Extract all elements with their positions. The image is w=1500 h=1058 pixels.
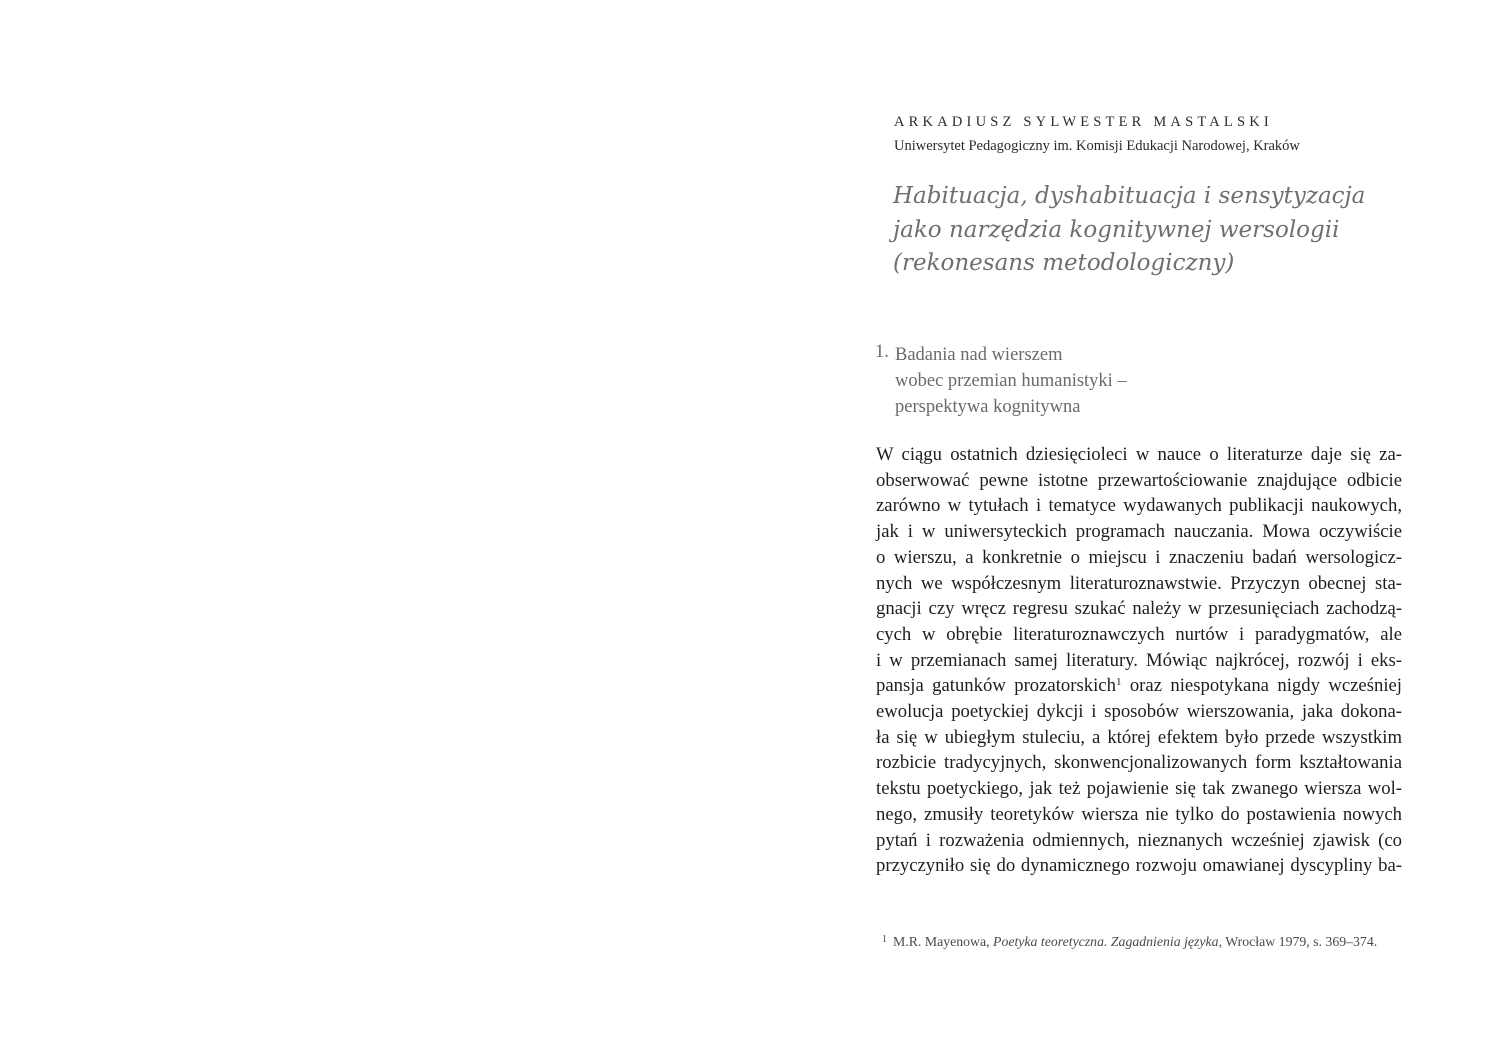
body-line: o wierszu, a konkretnie o miejscu i znaczeniu badań wersologicz- [876, 546, 1402, 568]
body-line: gnacji czy wręcz regresu szukać należy w przesunięciach zachodzą- [876, 598, 1402, 620]
body-line: jak i w uniwersyteckich programach nauczania. Mowa oczywiście [876, 521, 1402, 543]
section-heading-line: perspektywa kognitywna [895, 397, 1081, 417]
footnote [882, 934, 1377, 950]
article-title-line: jako narzędzia kognitywnej wersologii [893, 216, 1340, 243]
body-line: tekstu poetyckiego, jak też pojawienie się tak zwanego wiersza wol- [876, 778, 1402, 800]
footnote-number: 1 [882, 934, 887, 945]
section-heading [895, 342, 1127, 420]
body-line-part: pansja gatunków prozatorskich [876, 675, 1116, 697]
body-line: przyczyniło się do dynamicznego rozwoju omawianej dyscypliny ba- [876, 855, 1402, 877]
body-line: zarówno w tytułach i tematyce wydawanych publikacji naukowych, [876, 495, 1402, 517]
section-heading-line: wobec przemian humanistyki – [895, 371, 1127, 391]
section-number: 1. [875, 342, 889, 362]
footnote-reference[interactable]: 1 [1115, 676, 1122, 689]
body-line: ewolucja poetyckiej dykcji i sposobów wierszowania, jaka dokona- [876, 701, 1402, 723]
body-line: cych w obrębie literaturoznawczych nurtów i paradygmatów, ale [876, 623, 1402, 645]
body-line: nego, zmusiły teoretyków wiersza nie tylko do postawienia nowych [876, 803, 1402, 825]
body-line-part: oraz niespotykana nigdy wcześniej [1121, 675, 1402, 697]
body-line: rozbicie tradycyjnych, skonwencjonalizowanych form kształtowania [876, 752, 1402, 774]
body-line: pytań i rozważenia odmiennych, nieznanych wcześniej zjawisk (co [876, 829, 1402, 851]
body-line: ła się w ubiegłym stuleciu, a której efektem było przede wszystkim [876, 726, 1402, 748]
author-affiliation: Uniwersytet Pedagogiczny im. Komisji Edukacji Narodowej, Kraków [894, 138, 1300, 154]
body-line: W ciągu ostatnich dziesięcioleci w nauce o literaturze daje się za- [876, 444, 1402, 465]
footnote-work-title: Poetyka teoretyczna. Zagadnienia języka [993, 934, 1219, 949]
article-title-line: (rekonesans metodologiczny) [893, 250, 1235, 276]
body-line: i w przemianach samej literatury. Mówiąc najkrócej, rozwój i eks- [876, 649, 1402, 671]
body-line: obserwować pewne istotne przewartościowanie znajdujące odbicie [876, 469, 1402, 491]
author-name: ARKADIUSZ SYLWESTER MASTALSKI [894, 114, 1273, 130]
article-title-line: Habituacja, dyshabituacja i sensytyzacja [893, 183, 1366, 209]
footnote-details: , Wrocław 1979, s. 369–374. [1218, 934, 1378, 949]
body-line-with-footnote [876, 673, 1402, 699]
footnote-author: M.R. Mayenowa, [893, 934, 994, 949]
article-title [893, 180, 1413, 281]
section-heading-line: Badania nad wierszem [895, 345, 1063, 365]
body-line: nych we współczesnym literaturoznawstwie. Przyczyn obecnej sta- [876, 572, 1402, 594]
body-paragraph [876, 442, 1406, 879]
